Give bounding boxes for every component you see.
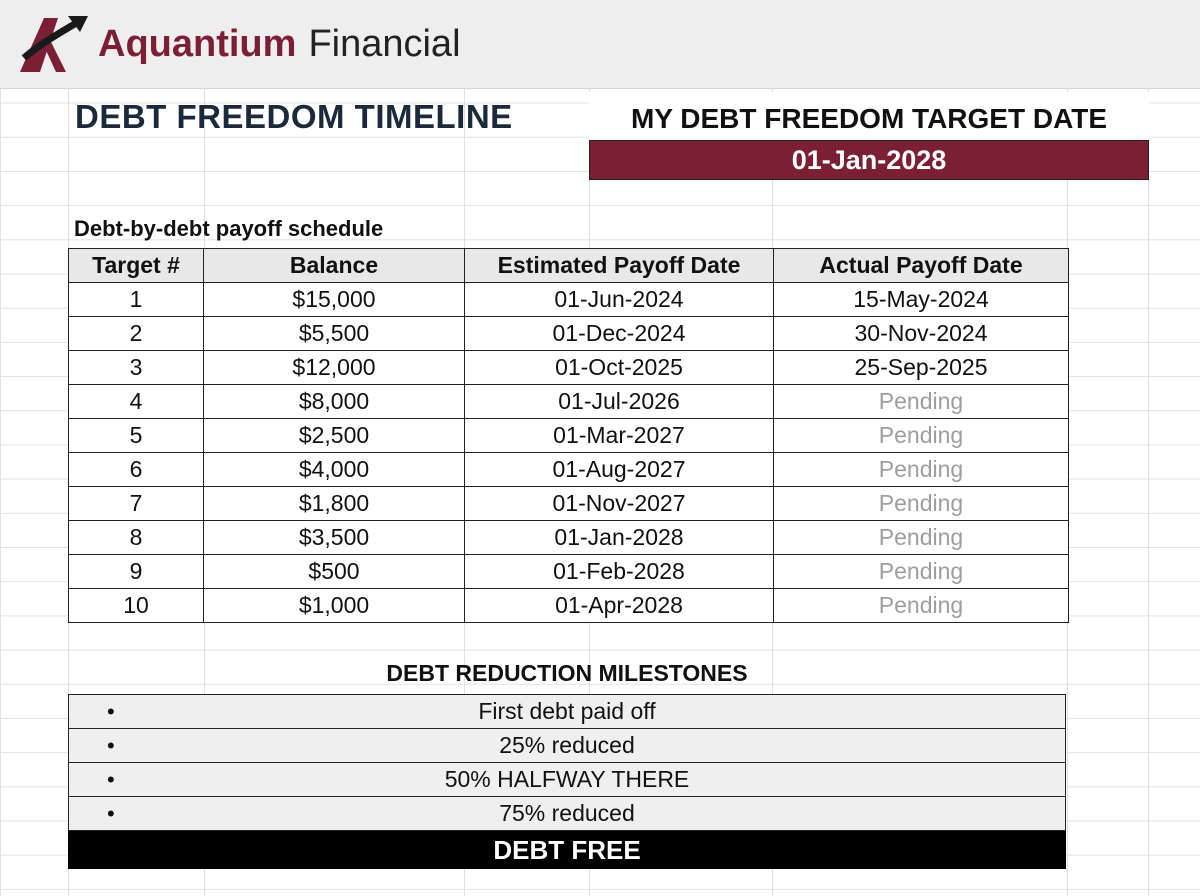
milestones-list [68, 694, 1066, 869]
cell-target: 6 [69, 453, 204, 487]
cell-actual-date: Pending [774, 589, 1069, 623]
bullet-icon: • [107, 699, 115, 724]
cell-actual-date: Pending [774, 521, 1069, 555]
brand-name-main: Aquantium [98, 23, 297, 65]
milestone-label: First debt paid off [478, 698, 656, 724]
cell-balance: $5,500 [204, 317, 465, 351]
cell-actual-date: Pending [774, 419, 1069, 453]
cell-estimated-date: 01-Oct-2025 [465, 351, 774, 385]
cell-estimated-date: 01-Nov-2027 [465, 487, 774, 521]
table-row [69, 487, 1069, 521]
cell-target: 9 [69, 555, 204, 589]
cell-actual-date: Pending [774, 453, 1069, 487]
brand-logo-icon [18, 14, 90, 74]
cell-actual-date: 30-Nov-2024 [774, 317, 1069, 351]
cell-balance: $1,800 [204, 487, 465, 521]
cell-balance: $500 [204, 555, 465, 589]
cell-target: 2 [69, 317, 204, 351]
cell-balance: $8,000 [204, 385, 465, 419]
target-date-box [589, 92, 1149, 180]
milestone-label: 25% reduced [499, 732, 635, 758]
cell-estimated-date: 01-Feb-2028 [465, 555, 774, 589]
brand-name [98, 22, 461, 66]
cell-target: 3 [69, 351, 204, 385]
cell-actual-date: Pending [774, 487, 1069, 521]
table-row [69, 453, 1069, 487]
cell-target: 4 [69, 385, 204, 419]
table-header-row [69, 249, 1069, 283]
cell-target: 10 [69, 589, 204, 623]
cell-estimated-date: 01-Jul-2026 [465, 385, 774, 419]
bullet-icon: • [107, 801, 115, 826]
cell-balance: $15,000 [204, 283, 465, 317]
milestone-item [68, 694, 1066, 729]
table-row [69, 419, 1069, 453]
table-row [69, 521, 1069, 555]
table-row [69, 589, 1069, 623]
page-title: DEBT FREEDOM TIMELINE [75, 98, 513, 135]
bullet-icon: • [107, 733, 115, 758]
milestone-item [68, 797, 1066, 831]
bullet-icon: • [107, 767, 115, 792]
schedule-label: Debt-by-debt payoff schedule [74, 216, 384, 241]
cell-actual-date: Pending [774, 555, 1069, 589]
cell-estimated-date: 01-Jun-2024 [465, 283, 774, 317]
table-row [69, 317, 1069, 351]
cell-estimated-date: 01-Mar-2027 [465, 419, 774, 453]
cell-actual-date: Pending [774, 385, 1069, 419]
cell-balance: $4,000 [204, 453, 465, 487]
cell-actual-date: 15-May-2024 [774, 283, 1069, 317]
milestone-final: DEBT FREE [68, 831, 1066, 869]
cell-estimated-date: 01-Jan-2028 [465, 521, 774, 555]
milestone-label: 50% HALFWAY THERE [444, 766, 690, 792]
milestones-title: DEBT REDUCTION MILESTONES [386, 660, 748, 686]
cell-balance: $12,000 [204, 351, 465, 385]
target-date-label: MY DEBT FREEDOM TARGET DATE [589, 92, 1149, 140]
cell-balance: $2,500 [204, 419, 465, 453]
milestone-item [68, 763, 1066, 797]
header-target: Target # [69, 249, 204, 283]
cell-target: 8 [69, 521, 204, 555]
cell-estimated-date: 01-Aug-2027 [465, 453, 774, 487]
cell-balance: $3,500 [204, 521, 465, 555]
milestone-item [68, 729, 1066, 763]
brand-name-suffix: Financial [308, 23, 461, 65]
header-band [0, 0, 1200, 89]
cell-estimated-date: 01-Apr-2028 [465, 589, 774, 623]
payoff-schedule-table [68, 248, 1069, 623]
milestone-label: 75% reduced [499, 800, 635, 826]
cell-actual-date: 25-Sep-2025 [774, 351, 1069, 385]
table-row [69, 385, 1069, 419]
cell-target: 7 [69, 487, 204, 521]
table-row [69, 283, 1069, 317]
cell-estimated-date: 01-Dec-2024 [465, 317, 774, 351]
header-actual-date: Actual Payoff Date [774, 249, 1069, 283]
table-row [69, 555, 1069, 589]
target-date-value: 01-Jan-2028 [589, 140, 1149, 180]
cell-balance: $1,000 [204, 589, 465, 623]
header-balance: Balance [204, 249, 465, 283]
header-estimated-date: Estimated Payoff Date [465, 249, 774, 283]
cell-target: 5 [69, 419, 204, 453]
cell-target: 1 [69, 283, 204, 317]
table-row [69, 351, 1069, 385]
